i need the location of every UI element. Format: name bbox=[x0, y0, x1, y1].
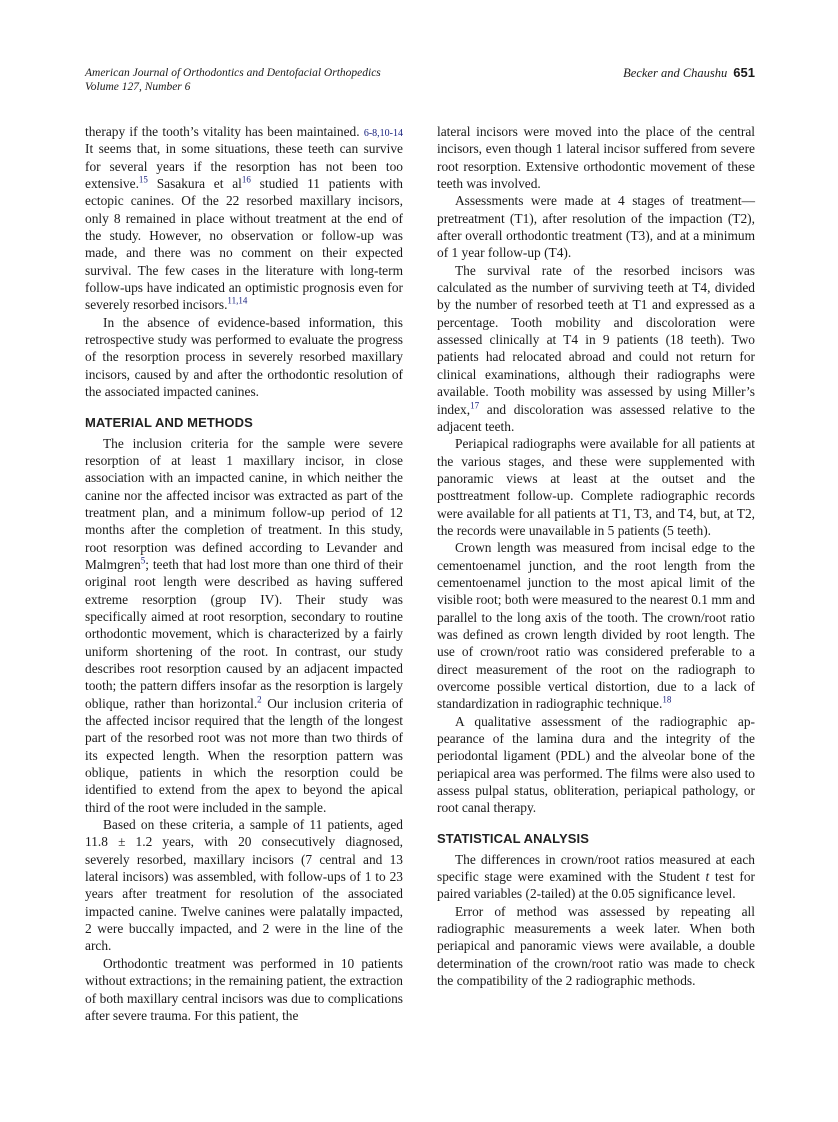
reference-link[interactable]: 6-8,10-14 bbox=[363, 128, 403, 139]
authors: Becker and Chaushu bbox=[623, 66, 728, 80]
text: and discoloration was assessed relative to the adjacent teeth. bbox=[437, 401, 755, 434]
reference-link[interactable]: 15 bbox=[138, 174, 148, 185]
text: test for paired variables (2-tailed) at the 0.05 significance level. bbox=[437, 869, 755, 902]
paragraph-qualitative-assessment: A qualitative assessment of the radiographic appearance of the lamina dura and the integrity of the periodontal ligament (PDL) and the alveolar bone of the periapical area was performed. The films were also used to assess pulpal status, obliteration, periapical pathology, or root canal therapy. bbox=[437, 713, 755, 816]
paragraph-error-of-method: Error of method was assessed by repeating all radiographic measurements a week later. When both periapical and panoramic views were available, a double determination of the crown/root ratio was made to check the compatibility of the 2 radiographic methods. bbox=[437, 903, 755, 989]
paragraph-statistical-test bbox=[437, 851, 755, 903]
right-column bbox=[437, 123, 755, 990]
italic-t: t bbox=[705, 869, 710, 885]
text: Crown length was measured from incisal edge to the cementoenamel junction, and the root length from the cementoenamel junction to the most apical limit of the visible root; both were measured to the nearest 0.1 mm and parallel to the long axis of the tooth. The crown/root ratio was defined as crown length divided by root length. The use of crown/root ratio was considered preferable to a direct measurement of the root on the radiograph to overcome possible vertical distortion, due to a lack of standardization in radiographic technique. bbox=[437, 540, 755, 712]
running-head-right bbox=[623, 66, 755, 80]
paragraph-sample: Based on these criteria, a sample of 11 patients, aged 11.8 ± 1.2 years, with 20 consecutively diagnosed, severely resorbed, maxillary incisors (7 central and 13 lateral incisors) was assembled, with follow-ups of 1 to 23 years after treatment for resolution of the associated impacted canine. Twelve canines were palatally impacted, 2 were buccally impacted, and 2 were in the line of the arch. bbox=[85, 817, 403, 954]
reference-link[interactable]: 16 bbox=[241, 174, 251, 185]
paragraph-study-aim: In the absence of evidence-based information, this retrospective study was performed to evaluate the progress of the resorption process in severely resorbed maxillary incisors, caused by and after the orthodontic resolution of the associated impacted canines. bbox=[85, 314, 403, 400]
reference-link[interactable]: 5 bbox=[140, 555, 146, 566]
paragraph-assessment-stages: Assessments were made at 4 stages of treatment—pretreatment (T1), after resolution of the impaction (T2), after overall orthodontic treatment (T3), and at a minimum of 1 year follow-up (T4). bbox=[437, 193, 755, 261]
reference-link[interactable]: 2 bbox=[257, 694, 262, 705]
text: therapy if the tooth’s vitality has been maintained. bbox=[85, 124, 360, 139]
text: The inclusion criteria for the sample were severe resorption of at least 1 maxillary incisor, in close association with an impacted canine, in which neither the canine nor the affected incisor was extracted as part of the treatment plan, and a minimum follow-up period of 12 months after the completion of treatment. In this study, root resorption was defined according to Levander and Malmgren bbox=[85, 435, 403, 572]
paragraph-intro-continued bbox=[85, 123, 403, 314]
running-head bbox=[85, 66, 755, 94]
paragraph-treatment-continued: lateral incisors were moved into the place of the central incisors, even though 1 lateral incisor suffered from severe root resorption. Extensive orthodontic movement of these teeth was involved. bbox=[437, 124, 755, 192]
text: ; teeth that had lost more than one third of their original root length were described as having suffered extreme resorption (group IV). Their study was specifically aimed at root resorption, secondary to routine orthodontic movement, which is characterized by a fairly uniform shortening of the root. In contrast, our study describes root resorption caused by an adjacent impacted tooth; the pattern differs insofar as the resorption is largely oblique, rather than horizontal. bbox=[85, 556, 403, 711]
reference-link[interactable]: 17 bbox=[470, 400, 480, 411]
journal-volume: Volume 127, Number 6 bbox=[85, 81, 191, 93]
text: Our inclusion criteria of the affected incisor required that the length of the longest part of the resorbed root was not more than two thirds of its expected length. When the resorption pattern was oblique, patients in which the resorption could be identified to extend from the apex to beyond the apical third of the root were included in the sample. bbox=[85, 695, 403, 815]
text: Sasakura et al bbox=[147, 176, 242, 192]
text: The differences in crown/root ratios measured at each specific stage were examined with the Student bbox=[437, 851, 755, 885]
section-heading-statistical-analysis: STATISTICAL ANALYSIS bbox=[437, 830, 589, 846]
text: It seems that, in some situations, these teeth can survive for several years if the resorption has not been too extensive. bbox=[85, 141, 403, 192]
page-number: 651 bbox=[733, 65, 755, 80]
section-heading-material-methods: MATERIAL AND METHODS bbox=[85, 414, 253, 430]
reference-link[interactable]: 18 bbox=[662, 694, 672, 705]
paragraph-survival-rate bbox=[437, 262, 755, 435]
text: studied 11 patients with ectopic canines. Of the 22 resorbed maxillary incisors, only 8 remained in place without treatment at the end of the study. However, no observation or follow-up was made, and there was no comment on their expected survival. The few cases in the literature with long-term follow-ups have indicated an optimistic prognosis even for severely resorbed incisors. bbox=[85, 176, 403, 313]
text: The survival rate of the resorbed incisors was calculated as the number of surviving teeth at T4, divided by the number of resorbed teeth at T1 and expressed as a percentage. Tooth mobility and discoloration were assessed clinically at T4 in 9 patients (18 teeth). Two patients had relocated abroad and could not return for clinical examinations, although their radiographs were available. Tooth mobility was assessed by using Miller’s index, bbox=[437, 262, 755, 417]
journal-title: American Journal of Orthodontics and Dentofacial Orthopedics bbox=[85, 67, 381, 79]
reference-link[interactable]: 11,14 bbox=[227, 295, 248, 306]
paragraph-radiographs: Periapical radiographs were available for all patients at the various stages, and these were supplemented with panoramic views at least at the outset and the posttreatment follow-up. Complete radiographic records were available for all patients at T1, T3, and T4, but, at T2, the records were unavailable in 5 patients (5 teeth). bbox=[437, 436, 755, 538]
paragraph-inclusion-criteria bbox=[85, 435, 403, 817]
left-column bbox=[85, 123, 403, 1024]
paragraph-crown-root-measurement bbox=[437, 539, 755, 712]
paragraph-treatment: Orthodontic treatment was performed in 10 patients without extractions; in the remaining patient, the extraction of both maxillary central incisors was due to complications after severe trauma. For this patient, the bbox=[85, 955, 403, 1023]
